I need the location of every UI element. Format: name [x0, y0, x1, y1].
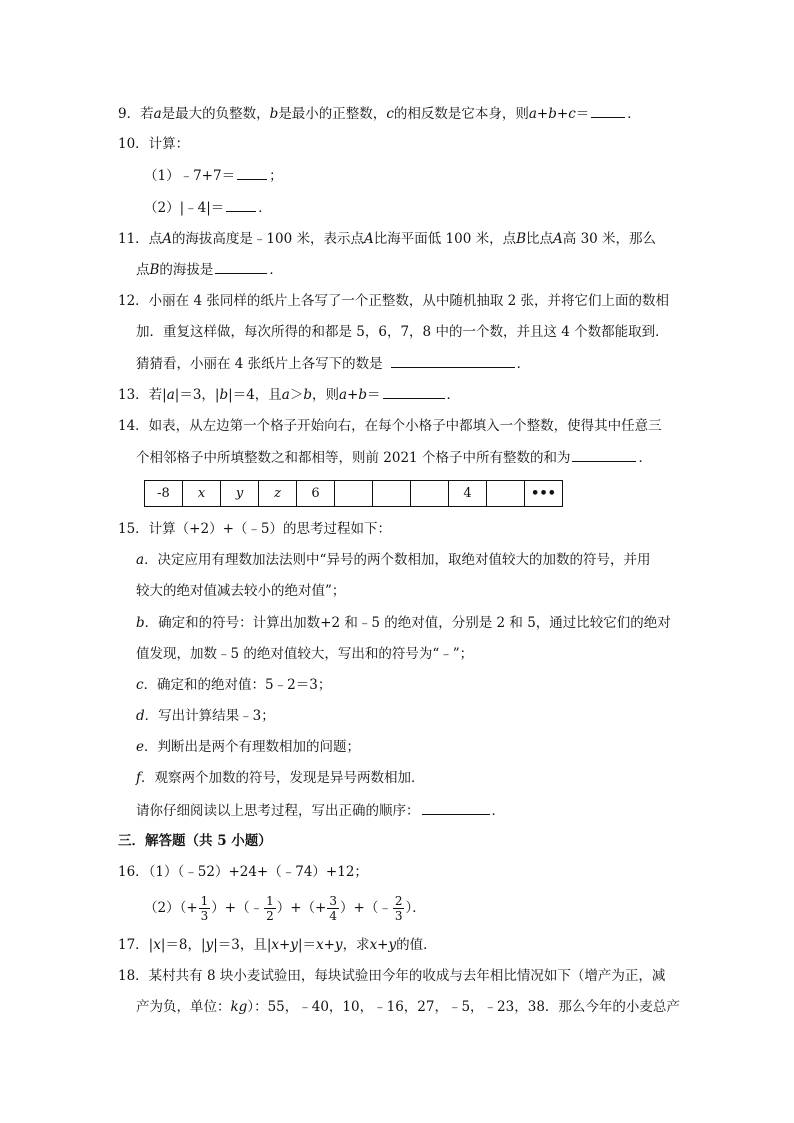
q16-text: ）+（﹣ — [211, 900, 264, 916]
answer-blank — [226, 197, 256, 212]
q14-text: 个相邻格子中所填整数之和都相等，则前 2021 个格子中所有整数的和为 — [136, 450, 571, 466]
q12-text: 猜猜看，小丽在 4 张纸片上各写下的数是 — [136, 356, 383, 372]
q18-text: 18．某村共有 8 块小麦试验田，每块试验田今年的收成与去年相比情况如下（增产为正，减 — [118, 968, 666, 984]
q13-expression: a+b — [339, 387, 368, 403]
q9-number: 9． — [118, 106, 141, 122]
question-11-line-1 — [118, 229, 656, 249]
question-15-line-1 — [118, 519, 391, 539]
answer-blank — [391, 353, 515, 368]
q13-text: |＝3，| — [174, 387, 220, 403]
step-a-line-2 — [136, 581, 345, 601]
q17-text: |＝3，且| — [213, 937, 272, 953]
question-18-line-1 — [118, 966, 665, 986]
var-y: y — [205, 937, 214, 953]
step-label: f — [136, 770, 141, 786]
answer-blank — [572, 447, 636, 462]
q12-text: 12．小丽在 4 张同样的纸片上各写了一个正整数，从中随机抽取 2 张，并将它们上面的数相 — [118, 293, 670, 309]
q17-text: |＝ — [297, 937, 316, 953]
q10-sub2-end: ． — [258, 200, 272, 216]
fraction — [199, 894, 211, 923]
var-b: b — [269, 106, 279, 122]
grid-cell — [487, 481, 525, 507]
q11-text: 的海拔高度是﹣100 米，表示点 — [171, 231, 364, 247]
q11-text: 比海平面低 100 米，点 — [373, 231, 517, 247]
step-text: ．确定和的符号：计算出加数+2 和﹣5 的绝对值，分别是 2 和 5，通过比较它们的绝对 — [144, 615, 671, 631]
q16-text: ）+（﹣ — [340, 900, 392, 916]
q13-text: ＝ — [367, 387, 381, 403]
q16-label: （2） — [144, 900, 180, 916]
question-12-line-2 — [136, 322, 669, 342]
step-b-line-1 — [136, 613, 671, 633]
answer-blank — [422, 800, 490, 815]
fraction-numerator: 1 — [266, 894, 274, 908]
var-c: c — [386, 106, 394, 122]
q10-sub1: （1）﹣7+7＝ — [144, 168, 236, 184]
grid-cell: y — [221, 481, 259, 507]
section-title-text: 三．解答题（共 5 小题） — [118, 833, 272, 849]
q9-text: 是最大的负整数， — [161, 106, 270, 122]
fraction-denominator: 3 — [394, 909, 403, 923]
q13-text: |＝4，且 — [228, 387, 282, 403]
fraction-numerator: 1 — [200, 894, 209, 908]
var-b: b — [219, 387, 229, 403]
q13-text: ＞ — [289, 387, 304, 403]
fraction-denominator: 2 — [266, 909, 274, 923]
step-b-line-2 — [136, 644, 473, 664]
question-12-line-3 — [136, 353, 530, 374]
point-a: A — [553, 231, 563, 247]
q11-text: 比点 — [526, 231, 554, 247]
q11-text: 点 — [136, 262, 150, 278]
question-12-line-1 — [118, 291, 669, 311]
step-text: 较大的绝对值减去较小的绝对值”； — [136, 583, 346, 599]
question-16-part-2 — [144, 892, 426, 924]
step-label: e — [136, 739, 144, 755]
grid-cell — [335, 481, 373, 507]
point-a: A — [364, 231, 374, 247]
q17-text: 17．| — [118, 937, 154, 953]
table-row — [145, 481, 563, 507]
q9-text: 若 — [140, 106, 154, 122]
question-9 — [118, 103, 641, 124]
step-text: ．判断出是两个有理数相加的问题； — [144, 739, 360, 755]
q11-text: 高 30 米，那么 — [562, 231, 657, 247]
var-a: a — [153, 106, 162, 122]
point-b: B — [149, 262, 160, 278]
q17-expression: x+y — [316, 937, 343, 953]
var-x: x — [153, 937, 161, 953]
answer-blank — [215, 259, 267, 274]
fraction-denominator: 3 — [200, 909, 209, 923]
q10-sub1-end: ； — [269, 168, 283, 184]
step-d — [136, 706, 275, 726]
var-a: a — [166, 387, 175, 403]
answer-blank — [383, 384, 445, 399]
point-a: A — [162, 231, 172, 247]
step-text: ．决定应用有理数加法法则中“异号的两个数相加，取绝对值较大的加数的符号，并用 — [144, 552, 651, 568]
var-a: a — [281, 387, 290, 403]
grid-cell: z — [259, 481, 297, 507]
question-10-part-1 — [144, 165, 283, 186]
fraction-denominator: 4 — [329, 909, 338, 923]
fraction-numerator: 2 — [394, 894, 403, 908]
q16-text: 16．（1）（﹣52）+24+（﹣74）+12； — [118, 864, 368, 880]
question-11-line-2 — [136, 259, 283, 280]
q10-heading: 10．计算： — [118, 136, 190, 152]
grid-cell — [373, 481, 411, 507]
fraction-numerator: 3 — [329, 894, 338, 908]
question-15-ask — [136, 800, 505, 821]
q9-text: 的相反数是它本身，则 — [393, 106, 529, 122]
q15-end: ． — [491, 803, 505, 819]
q11-text: 的海拔是 — [159, 262, 214, 278]
question-18-line-2 — [136, 997, 680, 1017]
unit-kg: kg — [230, 999, 248, 1015]
grid-cell — [411, 481, 449, 507]
step-text: ．观察两个加数的符号，发现是异号两数相加． — [141, 770, 425, 786]
q12-text: 加．重复这样做，每次所得的和都是 5，6，7，8 中的一个数，并且这 4 个数都能取到． — [136, 324, 669, 340]
grid-cell: 6 — [297, 481, 335, 507]
step-label: b — [136, 615, 145, 631]
q16-text: ）． — [405, 900, 426, 916]
q12-end: ． — [516, 356, 531, 372]
q17-text: ，求 — [342, 937, 370, 953]
var-b: b — [303, 387, 312, 403]
section-title — [118, 831, 272, 851]
step-f — [136, 768, 425, 788]
answer-blank — [237, 165, 267, 180]
q14-end: ． — [638, 450, 652, 466]
grid-cell: 4 — [449, 481, 487, 507]
fraction — [393, 894, 405, 923]
question-16-part-1 — [118, 862, 368, 882]
question-10 — [118, 134, 189, 154]
grid-cell-ellipsis: ••• — [525, 481, 563, 507]
q9-text: 是最小的正整数， — [278, 106, 387, 122]
answer-blank — [591, 103, 625, 118]
number-grid-table — [144, 480, 563, 507]
step-label: d — [136, 708, 145, 724]
step-text: ．确定和的绝对值：5﹣2＝3； — [143, 677, 332, 693]
q11-end: ． — [269, 262, 283, 278]
question-14-line-1 — [118, 416, 662, 436]
q18-text: 产为负，单位： — [136, 999, 231, 1015]
point-b: B — [516, 231, 527, 247]
q14-text: 14．如表，从左边第一个格子开始向右，在每个小格子中都填入一个整数，使得其中任意三 — [118, 418, 662, 434]
fraction — [327, 894, 339, 923]
step-c — [136, 675, 331, 695]
q11-text: 11．点 — [118, 231, 163, 247]
q17-text: |＝8，| — [160, 937, 206, 953]
q13-text: 13．若| — [118, 387, 167, 403]
q17-expression: x+y — [369, 937, 397, 953]
grid-cell: -8 — [145, 481, 183, 507]
q9-expression: a+b+c — [528, 106, 576, 122]
question-17 — [118, 935, 437, 955]
q9-text: ＝ — [575, 106, 590, 122]
step-text: ．写出计算结果﹣3； — [144, 708, 275, 724]
fraction — [264, 894, 276, 923]
q17-expression: x+y — [271, 937, 298, 953]
step-text: 值发现，加数﹣5 的绝对值较大，写出和的符号为“﹣”； — [136, 646, 474, 662]
q9-end: ． — [627, 106, 641, 122]
grid-cell: x — [183, 481, 221, 507]
q13-text: ，则 — [312, 387, 339, 403]
question-10-part-2 — [144, 197, 272, 218]
question-13 — [118, 384, 460, 405]
q17-text: 的值． — [396, 937, 437, 953]
step-a-line-1 — [136, 550, 650, 570]
q15-text: 15．计算（+2）+（﹣5）的思考过程如下： — [118, 521, 391, 537]
step-label: a — [136, 552, 145, 568]
q18-text: ）：55，﹣40，10，﹣16，27，﹣5，﹣23，38．那么今年的小麦总产 — [247, 999, 680, 1015]
step-label: c — [136, 677, 144, 693]
question-14-line-2 — [136, 447, 652, 468]
q13-end: ． — [446, 387, 461, 403]
q15-text: 请你仔细阅读以上思考过程，写出正确的顺序： — [136, 803, 420, 819]
q10-sub2: （2）|﹣4|＝ — [144, 200, 225, 216]
q16-text: ）+（+ — [276, 900, 327, 916]
step-e — [136, 737, 360, 757]
q16-text: （+ — [179, 900, 198, 916]
